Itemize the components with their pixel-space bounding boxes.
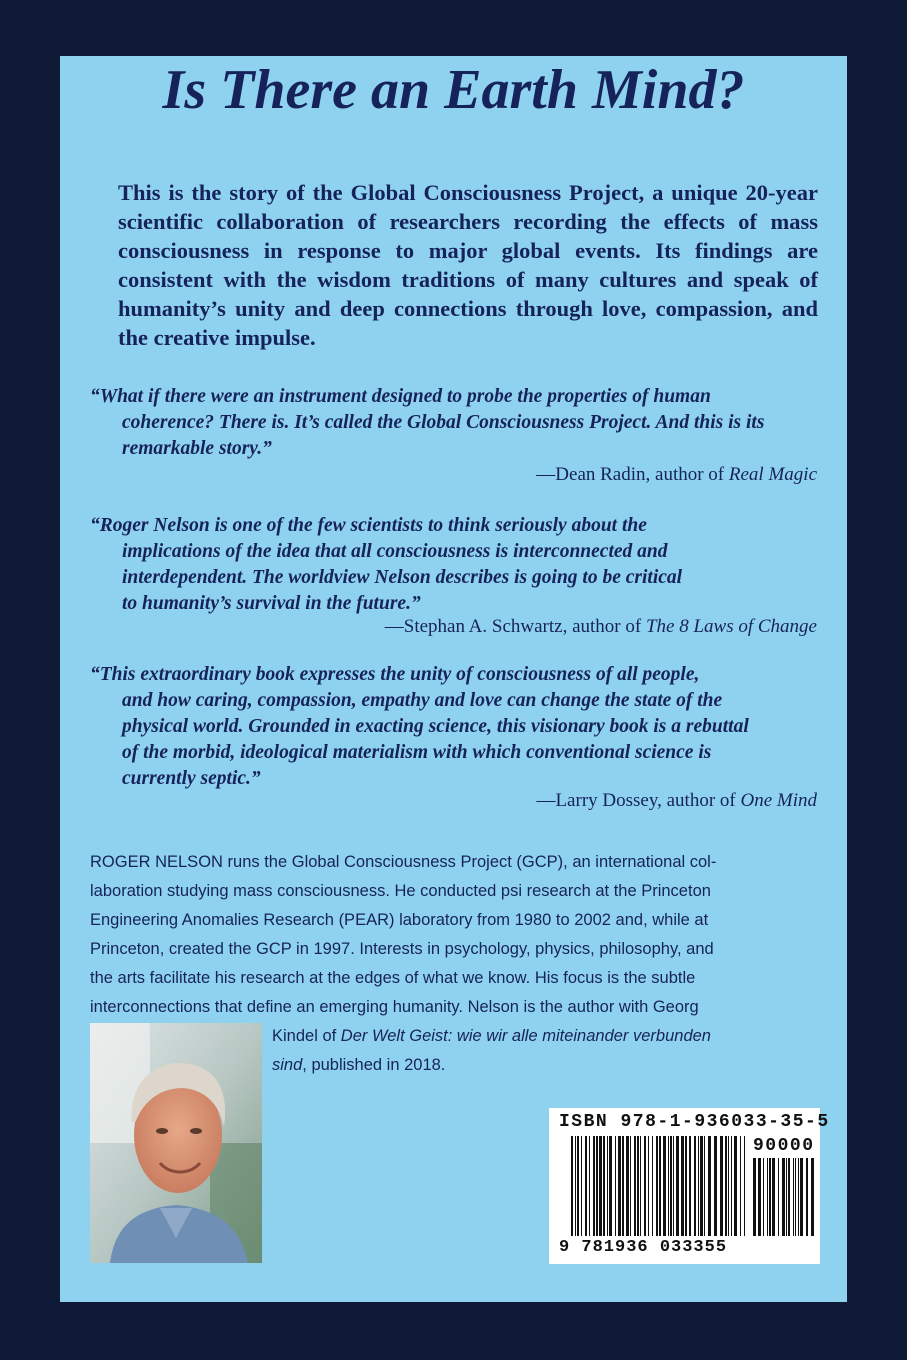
quote-dossey: [90, 662, 820, 792]
barcode-bar: [720, 1136, 723, 1236]
bio-text: Kindel of: [272, 1027, 341, 1045]
barcode-bar: [734, 1136, 737, 1236]
barcode-bar: [778, 1158, 779, 1236]
bio-line: Princeton, created the GCP in 1997. Interests in psychology, physics, philosophy, and: [90, 940, 714, 958]
attribution-text: —Dean Radin, author of: [536, 464, 725, 485]
quote-line: “Roger Nelson is one of the few scientists to think seriously about the: [90, 515, 647, 536]
bio-line: interconnections that define an emerging humanity. Nelson is the author with Georg: [90, 998, 699, 1016]
barcode-bar: [603, 1136, 605, 1236]
barcode-bar: [753, 1158, 756, 1236]
barcode-bar: [681, 1136, 684, 1236]
book-title: Is There an Earth Mind?: [162, 59, 745, 121]
barcode-bar: [769, 1158, 771, 1236]
barcode-bar: [630, 1136, 631, 1236]
quote-line: of the morbid, ideological materialism with which conventional science is: [122, 742, 712, 763]
attribution-radin: [536, 464, 817, 486]
barcode-bar: [670, 1136, 672, 1236]
ean-number: 9 781936 033355: [559, 1238, 728, 1257]
attribution-text: —Larry Dossey, author of: [536, 790, 736, 811]
isbn-number: ISBN 978-1-936033-35-5: [559, 1112, 830, 1132]
barcode-bar: [763, 1158, 764, 1236]
barcode-bar: [725, 1136, 727, 1236]
author-portrait-illustration: [90, 1023, 262, 1263]
barcode-bar: [806, 1158, 808, 1236]
isbn-barcode: [549, 1108, 830, 1264]
barcode-bar: [782, 1158, 785, 1236]
barcode-bar: [656, 1136, 658, 1236]
barcode-bar: [596, 1136, 598, 1236]
barcode-bar: [744, 1136, 745, 1236]
barcode-bar: [577, 1136, 579, 1236]
barcode-bar: [795, 1158, 796, 1236]
barcode-bar: [599, 1136, 602, 1236]
barcode-bar: [704, 1136, 705, 1236]
barcode-bar: [644, 1136, 646, 1236]
quote-schwartz: [90, 513, 820, 617]
barcode-bar: [767, 1158, 768, 1236]
barcode-bar: [694, 1136, 696, 1236]
barcode-bar: [700, 1136, 703, 1236]
attribution-text: —Stephan A. Schwartz, author of: [384, 616, 642, 637]
barcode-bar: [634, 1136, 636, 1236]
barcode-bar: [811, 1158, 814, 1236]
barcode-bar: [575, 1136, 576, 1236]
barcode-bar: [607, 1136, 608, 1236]
attribution-dossey: [536, 790, 817, 812]
barcode-bar: [593, 1136, 595, 1236]
bio-line: Engineering Anomalies Research (PEAR) laboratory from 1980 to 2002 and, while at: [90, 911, 709, 929]
barcode-bar: [652, 1136, 653, 1236]
bio-book-title: Der Welt Geist: wie wir alle miteinander verbunden: [340, 1027, 711, 1045]
attribution-book: The 8 Laws of Change: [645, 616, 817, 637]
bio-book-title: sind: [272, 1056, 303, 1074]
barcode-bar: [637, 1136, 639, 1236]
barcode-bar: [581, 1136, 582, 1236]
barcode-bar: [740, 1136, 741, 1236]
quote-radin: [90, 384, 820, 462]
barcode-bar: [714, 1136, 717, 1236]
barcode-bar: [800, 1158, 803, 1236]
bio-line: the arts facilitate his research at the edges of what we know. His focus is the subtle: [90, 969, 696, 987]
barcode-bar: [731, 1136, 732, 1236]
quote-line: to humanity’s survival in the future.”: [122, 593, 421, 614]
attribution-schwartz: [385, 616, 817, 638]
barcode-bar: [615, 1136, 616, 1236]
barcode-bar: [589, 1136, 590, 1236]
barcode-bar: [622, 1136, 624, 1236]
ean-bars: [571, 1136, 747, 1236]
quote-line: coherence? There is. It’s called the Global Consciousness Project. And this is its: [122, 412, 765, 433]
barcode-bar: [793, 1158, 794, 1236]
barcode-bar: [648, 1136, 649, 1236]
barcode-bar: [673, 1136, 674, 1236]
barcode-bar: [585, 1136, 587, 1236]
intro-paragraph: This is the story of the Global Consciousness Project, a unique 20-year scientific collaboration of researchers recording the effects of mass consciousness in response to major global events. Its findings are consistent with the wisdom traditions of many cultures and speak of humanity’s unity and deep connections through love, compassion, and the creative impulse.: [118, 180, 818, 350]
barcode-bar: [609, 1136, 612, 1236]
barcode-bar: [626, 1136, 629, 1236]
bio-line: laboration studying mass consciousness. He conducted psi research at the Princeton: [90, 882, 711, 900]
barcode-bar: [758, 1158, 761, 1236]
barcode-bar: [798, 1158, 799, 1236]
quote-line: interdependent. The worldview Nelson describes is going to be critical: [122, 567, 683, 588]
barcode-bar: [772, 1158, 775, 1236]
price-code: 90000: [753, 1136, 815, 1156]
quote-line: remarkable story.”: [122, 438, 272, 459]
quote-line: “This extraordinary book expresses the unity of consciousness of all people,: [90, 664, 700, 685]
barcode-bar: [668, 1136, 669, 1236]
bio-line: ROGER NELSON runs the Global Consciousness Project (GCP), an international col-: [90, 853, 717, 871]
barcode-bar: [640, 1136, 641, 1236]
author-photo: [90, 1023, 262, 1263]
barcode-bar: [659, 1136, 661, 1236]
barcode-bar: [663, 1136, 666, 1236]
quote-line: physical world. Grounded in exacting science, this visionary book is a rebuttal: [122, 716, 749, 737]
price-bars: [753, 1158, 815, 1236]
barcode-bar: [571, 1136, 573, 1236]
barcode-bar: [698, 1136, 699, 1236]
barcode-bar: [728, 1136, 729, 1236]
quote-line: currently septic.”: [122, 768, 261, 789]
barcode-bar: [618, 1136, 621, 1236]
barcode-bar: [685, 1136, 687, 1236]
quote-line: implications of the idea that all consciousness is interconnected and: [122, 541, 668, 562]
bio-text: , published in 2018.: [302, 1056, 446, 1074]
attribution-book: Real Magic: [728, 464, 817, 485]
attribution-book: One Mind: [740, 790, 817, 811]
barcode-bar: [676, 1136, 679, 1236]
quote-line: “What if there were an instrument designed to probe the properties of human: [90, 386, 711, 407]
quote-line: and how caring, compassion, empathy and love can change the state of the: [122, 690, 723, 711]
barcode-bar: [689, 1136, 691, 1236]
barcode-bar: [788, 1158, 790, 1236]
barcode-bar: [708, 1136, 711, 1236]
barcode-bar: [786, 1158, 787, 1236]
